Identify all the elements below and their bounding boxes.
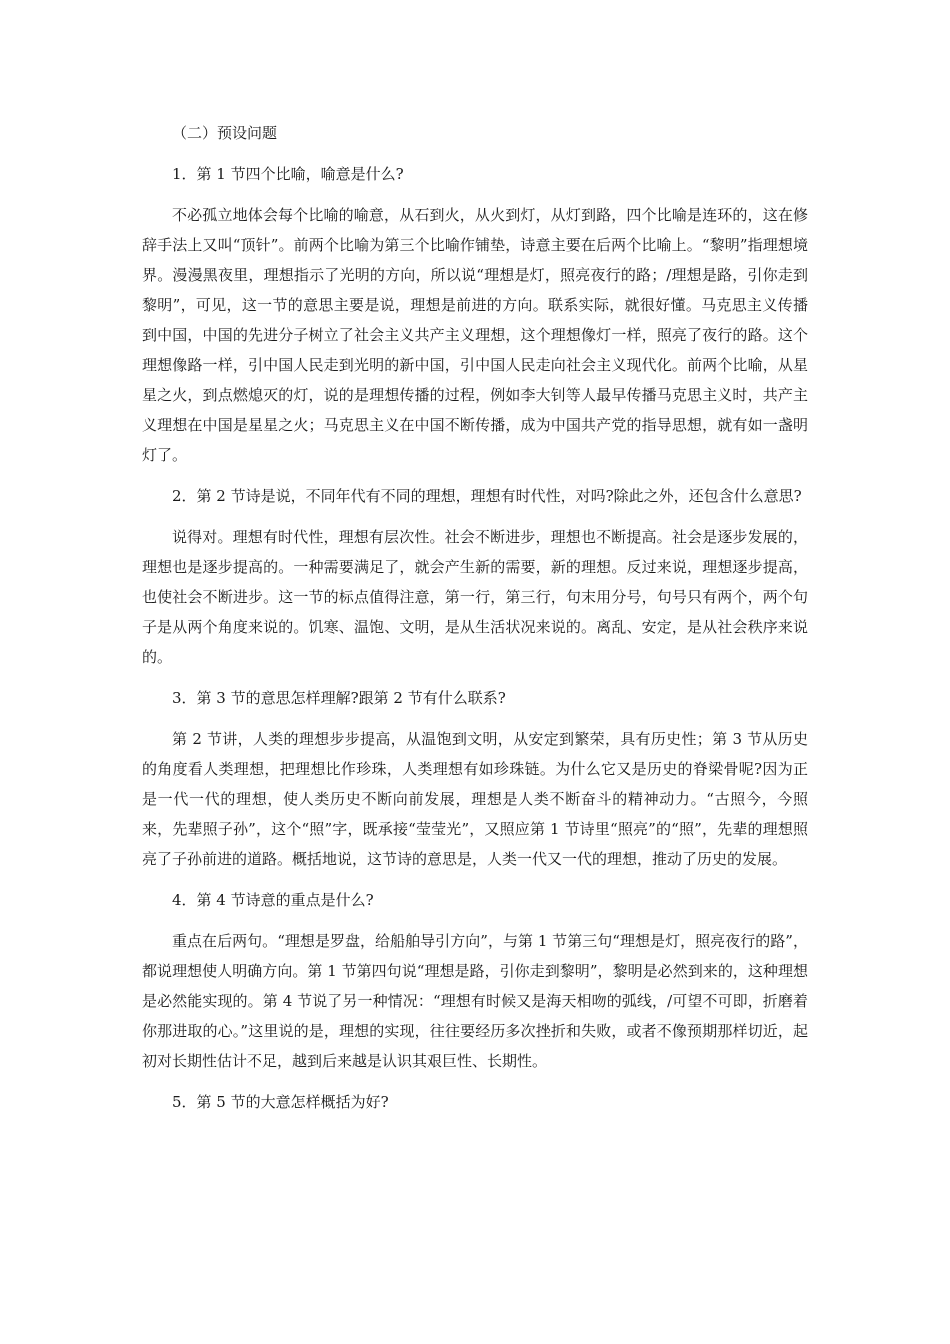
answer-4: 重点在后两句。“理想是罗盘，给船舶导引方向”，与第 1 节第三句“理想是灯，照亮夜行的路”，都说理想使人明确方向。第 1 节第四句说“理想是路，引你走到黎明”，黎明是必然到来的，这种理想是必然能实现的。第 4 节说了另一种情况：“理想有时候又是海天相吻的弧线，/可望不可即，折磨着你那进取的心。”这里说的是，理想的实现，往往要经历多次挫折和失败，或者不像预期那样切近，起初对长期性估计不足，越到后来越是认识其艰巨性、长期性。 (142, 932, 808, 1070)
question-1: 1．第 1 节四个比喻，喻意是什么? (172, 165, 404, 183)
answer-3: 第 2 节讲，人类的理想步步提高，从温饱到文明，从安定到繁荣，具有历史性；第 3 节从历史的角度看人类理想，把理想比作珍珠，人类理想有如珍珠链。为什么它又是历史的脊梁骨呢?因为正是一代一代的理想，使人类历史不断向前发展，理想是人类不断奋斗的精神动力。“古照今，今照来，先辈照子孙”，这个“照”字，既承接“莹莹光”，又照应第 1 节诗里“照亮”的“照”，先辈的理想照亮了子孙前进的道路。概括地说，这节诗的意思是，人类一代又一代的理想，推动了历史的发展。 (142, 730, 808, 868)
document-page (142, 118, 808, 1128)
section-title: （二）预设问题 (172, 124, 278, 142)
answer-2: 说得对。理想有时代性，理想有层次性。社会不断进步，理想也不断提高。社会是逐步发展的，理想也是逐步提高的。一种需要满足了，就会产生新的需要，新的理想。反过来说，理想逐步提高，也使社会不断进步。这一节的标点值得注意，第一行，第三行，句末用分号，句号只有两个，两个句子是从两个角度来说的。饥寒、温饱、文明，是从生活状况来说的。离乱、安定，是从社会秩序来说的。 (142, 528, 808, 666)
question-2: 2．第 2 节诗是说，不同年代有不同的理想，理想有时代性，对吗?除此之外，还包含什么意思? (172, 487, 802, 505)
answer-1: 不必孤立地体会每个比喻的喻意，从石到火，从火到灯，从灯到路，四个比喻是连环的，这在修辞手法上又叫“顶针”。前两个比喻为第三个比喻作铺垫，诗意主要在后两个比喻上。“黎明”指理想境界。漫漫黑夜里，理想指示了光明的方向，所以说“理想是灯，照亮夜行的路；/理想是路，引你走到黎明”，可见，这一节的意思主要是说，理想是前进的方向。联系实际，就很好懂。马克思主义传播到中国，中国的先进分子树立了社会主义共产主义理想，这个理想像灯一样，照亮了夜行的路。这个理想像路一样，引中国人民走到光明的新中国，引中国人民走向社会主义现代化。前两个比喻，从星星之火，到点燃熄灭的灯，说的是理想传播的过程，例如李大钊等人最早传播马克思主义时，共产主义理想在中国是星星之火；马克思主义在中国不断传播，成为中国共产党的指导思想，就有如一盏明灯了。 (142, 206, 808, 464)
question-4: 4．第 4 节诗意的重点是什么? (172, 891, 374, 909)
question-3: 3．第 3 节的意思怎样理解?跟第 2 节有什么联系? (172, 689, 506, 707)
question-5: 5．第 5 节的大意怎样概括为好? (172, 1093, 389, 1111)
